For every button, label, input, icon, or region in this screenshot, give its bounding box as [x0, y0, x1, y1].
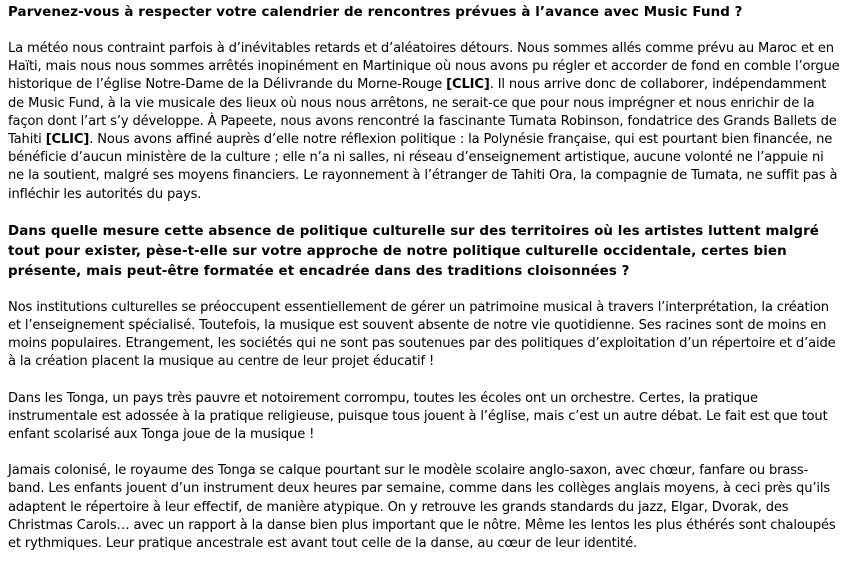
answer-paragraph-2: Nos institutions culturelles se préoccupent essentiellement de gérer un patrimoine musical à travers l’interprétation, la création et l’enseignement spécialisé. Toutefois, la musique est souvent absente de notre vie quotidienne. Ses racines sont de moins en moins populaires. Etrangement, les sociétés qui ne sont pas soutenues par des politiques d’exploitation d’un répertoire et d’aide à la création placent la musique au centre de leur projet éducatif ! — [8, 299, 836, 370]
answer-text-part-2: . Il nous arrive donc de collaborer, indépendamment de Music Fund, à la vie musicale des lieux où nous nous arrêtons, ne serait-ce que pour nous imprégner et nous enrichir de la façon dont l’art s’y développe. À Papeete, nous avons rencontré la fascinante Tumata Robinson, fondatrice des Grands Ballets de Tahiti — [8, 77, 837, 148]
answer-paragraph-3: Dans les Tonga, un pays très pauvre et notoirement corrompu, toutes les écoles ont un orchestre. Certes, la pratique instrumentale est adossée à la pratique religieuse, puisque tous jouent à l’église, mais c’est un autre débat. Le fait est que tout enfant scolarisé aux Tonga joue de la musique ! — [8, 390, 828, 443]
answer-text-part-1: La météo nous contraint parfois à d’inévitables retards et d’aléatoires détours. Nous sommes allés comme prévu au Maroc et en Haïti, mais nous nous sommes arrêtés inopinément en Martinique où nous avons pu régler et accorder de fond en comble l’orgue historique de l’église Notre-Dame de la Délivrande du Morne-Rouge — [8, 41, 840, 93]
question-heading-1: Parvenez-vous à respecter votre calendrier de rencontres prévues à l’avance avec Music Fund ? — [8, 5, 743, 20]
clic-link-notre-dame[interactable]: [CLIC] — [446, 77, 490, 93]
answer-text-part-3: . Nous avons affiné auprès d’elle notre réflexion politique : la Polynésie française, qui est pourtant bien financée, ne bénéficie d’aucun ministère de la culture ; elle n’a ni salles, ni réseau d’enseignement artistique, aucune volonté ne l’appuie ni ne la soutient, malgré ses moyens financiers. Le rayonnement à l’étranger de Tahiti Ora, la compagnie de Tumata, ne suffit pas à infléchir les autorités du pays. — [8, 132, 838, 202]
question-heading-2: Dans quelle mesure cette absence de politique culturelle sur des territoires où les artistes luttent malgré tout pour exister, pèse-t-elle sur votre approche de notre politique culturelle occidentale, certes bien présente, mais peut-être formatée et encadrée dans des traditions cloisonnées ? — [8, 223, 819, 279]
clic-link-grands-ballets[interactable]: [CLIC] — [45, 132, 90, 148]
answer-paragraph-1 — [8, 40, 842, 204]
answer-paragraph-4: Jamais colonisé, le royaume des Tonga se calque pourtant sur le modèle scolaire anglo-saxon, avec chœur, fanfare ou brass-band. Les enfants jouent d’un instrument deux heures par semaine, comme dans les collèges anglais moyens, à ceci près qu’ils adaptent le répertoire à leur effectif, de manière atypique. On y retrouve les grands standards du jazz, Elgar, Dvorak, des Christmas Carols… avec un rapport à la danse bien plus important que le nôtre. Même les lentos les plus éthérés sont chaloupés et rythmiques. Leur pratique ancestrale est avant tout celle de la danse, au cœur de leur identité. — [8, 463, 836, 552]
